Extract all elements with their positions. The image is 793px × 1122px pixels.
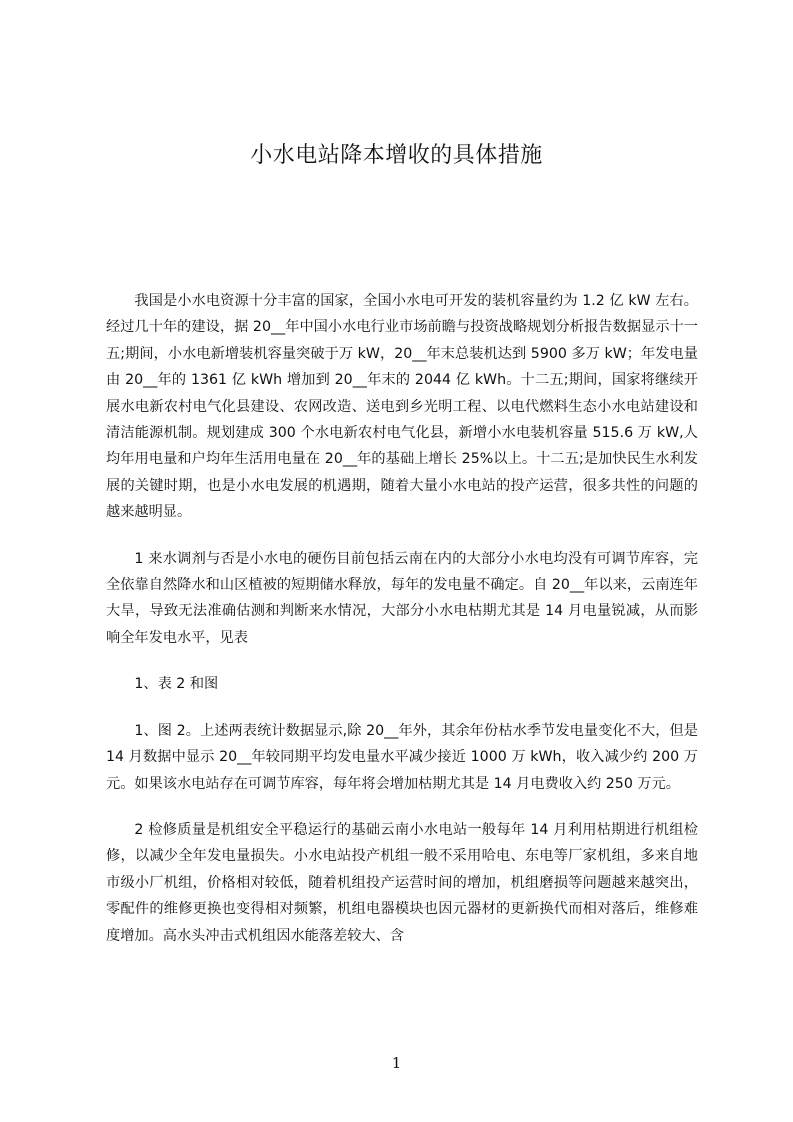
paragraph-water-regulation: 1 来水调剂与否是小水电的硬伤目前包括云南在内的大部分小水电均没有可调节库容，完全依靠自然降水和山区植被的短期储水释放，每年的发电量不确定。自 20__年以来，云南连年大旱，导致无法准确估测和判断来水情况，大部分小水电枯期尤其是 14 月电量锐减，从而影响全年发电水平，见表 (106, 550, 698, 646)
page-title: 小水电站降本增收的具体措施 (250, 143, 543, 168)
paragraph-statistics: 1、图 2。上述两表统计数据显示,除 20__年外，其余年份枯水季节发电量变化不大，但是 14 月数据中显示 20__年较同期平均发电量水平减少接近 1000 万 kWh，收入减少约 200 万元。如果该水电站存在可调节库容，每年将会增加枯期尤其是 14 月电费收入约 250 万元。 (106, 722, 698, 792)
paragraph-maintenance: 2 检修质量是机组安全平稳运行的基础云南小水电站一般每年 14 月利用枯期进行机组检修，以减少全年发电量损失。小水电站投产机组一般不采用哈电、东电等厂家机组，多来自地市级小厂机组，价格相对较低，随着机组投产运营时间的增加，机组磨损等问题越来越突出，零配件的维修更换也变得相对频繁，机组电器模块也因元器材的更新换代而相对落后，维修难度增加。高水头冲击式机组因水能落差较大、含 (106, 821, 698, 944)
body-text (106, 288, 698, 969)
paragraph-table-reference: 1、表 2 和图 (134, 676, 219, 693)
paragraph-intro: 我国是小水电资源十分丰富的国家，全国小水电可开发的装机容量约为 1.2 亿 kW 左右。经过几十年的建设，据 20__年中国小水电行业市场前瞻与投资战略规划分析报告数据显示十一五;期间，小水电新增装机容量突破于万 kW，20__年末总装机达到 5900 多万 kW；年发电量由 20__年的 1361 亿 kWh 增加到 20__年末的 2044 亿 kWh。十二五;期间，国家将继续开展水电新农村电气化县建设、农网改造、送电到乡光明工程、以电代燃料生态小水电站建设和清洁能源机制。规划建成 300 个水电新农村电气化县，新增小水电装机容量 515.6 万 kW,人均年用电量和户均年生活用电量在 20__年的基础上增长 25%以上。十二五;是加快民生水利发展的关键时期，也是小水电发展的机遇期，随着大量小水电站的投产运营，很多共性的问题的越来越明显。 (106, 293, 698, 521)
page-number: 1 (391, 1054, 402, 1072)
